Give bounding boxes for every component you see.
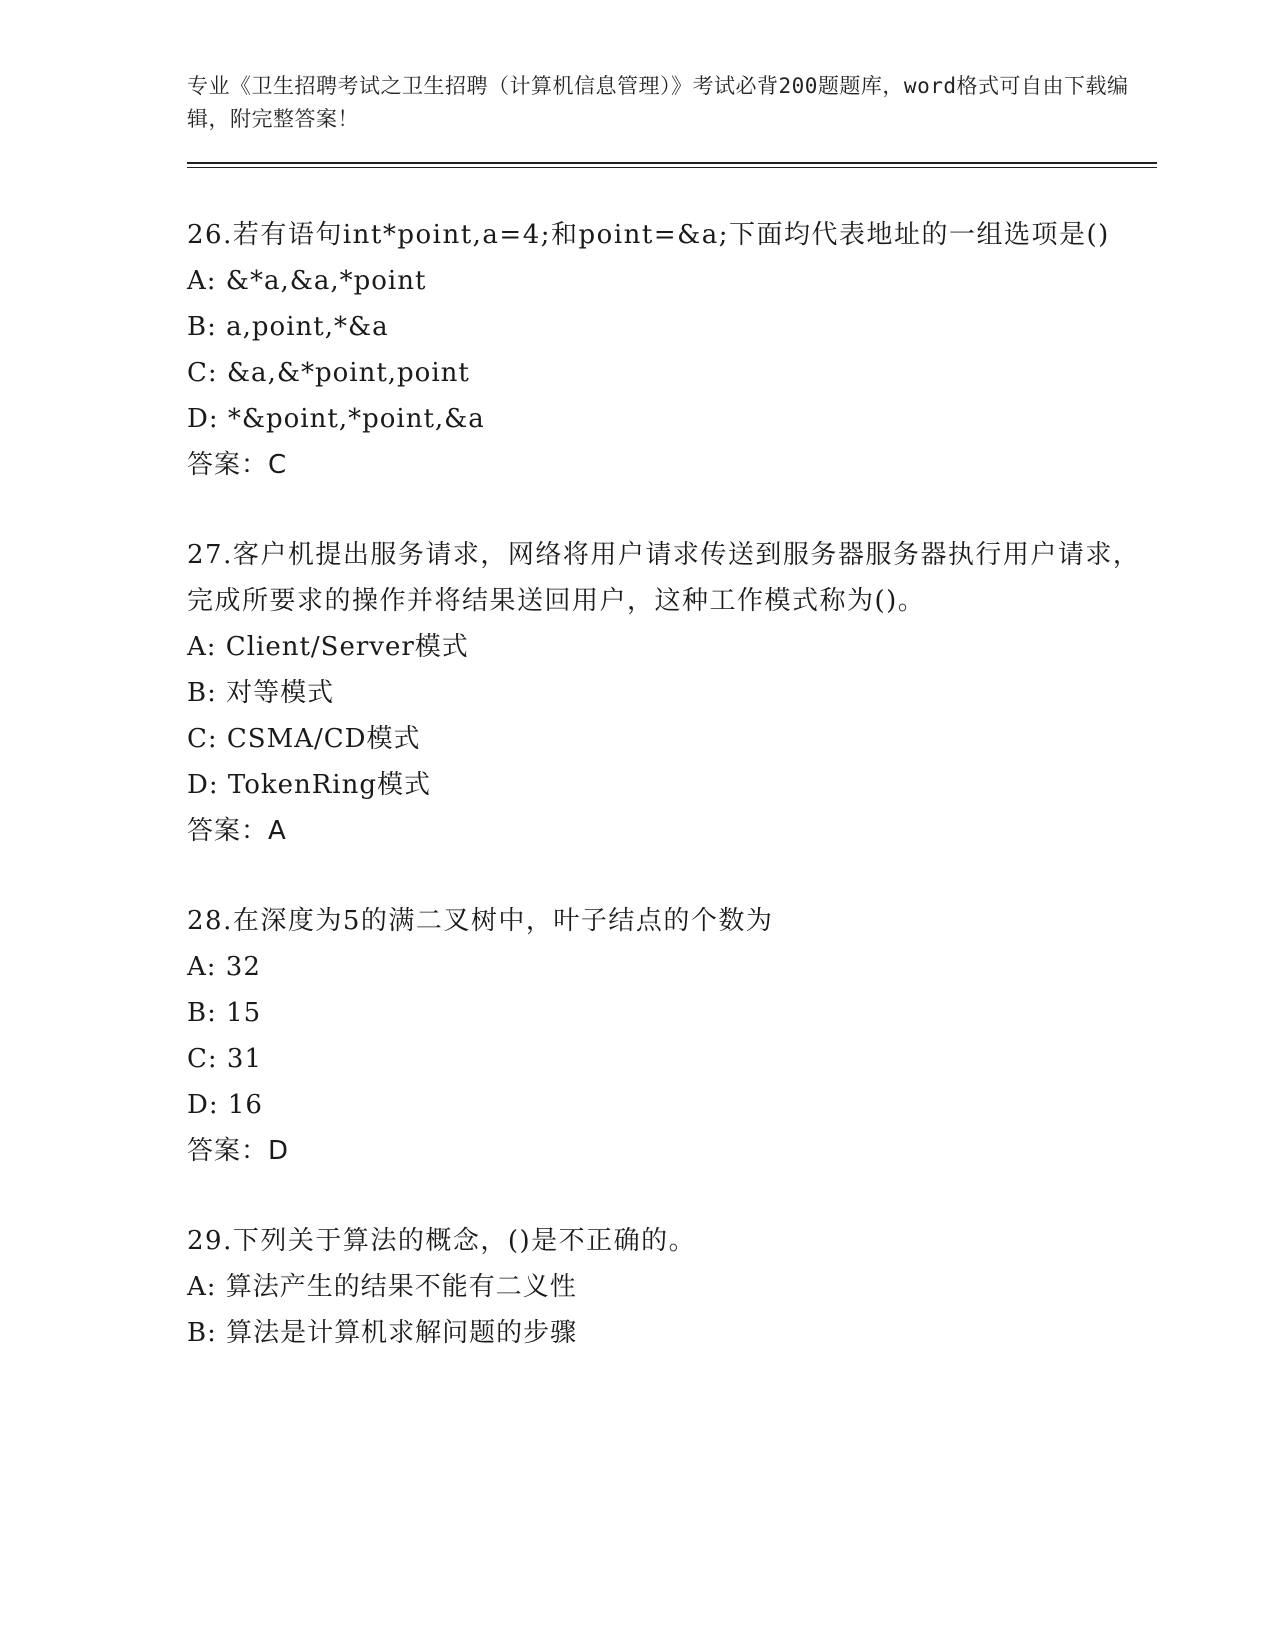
question-29 xyxy=(187,1218,1157,1356)
option-d: D: TokenRing模式 xyxy=(187,770,432,800)
option-a: A: &*a,&a,*point xyxy=(187,266,427,296)
header-divider xyxy=(187,162,1157,168)
option-a: A: 算法产生的结果不能有二义性 xyxy=(187,1272,577,1302)
question-stem: 29.下列关于算法的概念，()是不正确的。 xyxy=(187,1226,697,1256)
option-b: B: a,point,*&a xyxy=(187,312,389,342)
document-page xyxy=(187,70,1157,1356)
option-d: D: *&point,*point,&a xyxy=(187,404,485,434)
answer: 答案：A xyxy=(187,816,287,846)
question-27 xyxy=(187,532,1157,854)
option-c: C: 31 xyxy=(187,1044,263,1074)
option-b: B: 算法是计算机求解问题的步骤 xyxy=(187,1318,578,1348)
option-a: A: 32 xyxy=(187,952,261,982)
question-26 xyxy=(187,212,1157,488)
option-d: D: 16 xyxy=(187,1090,263,1120)
option-b: B: 对等模式 xyxy=(187,678,335,708)
question-stem: 27.客户机提出服务请求，网络将用户请求传送到服务器服务器执行用户请求，完成所要求的操作并将结果送回用户，这种工作模式称为()。 xyxy=(187,540,1141,616)
question-stem: 28.在深度为5的满二叉树中，叶子结点的个数为 xyxy=(187,906,774,936)
question-stem: 26.若有语句int*point,a=4;和point=&a;下面均代表地址的一组选项是() xyxy=(187,220,1110,250)
option-c: C: &a,&*point,point xyxy=(187,358,470,388)
option-b: B: 15 xyxy=(187,998,262,1028)
option-a: A: Client/Server模式 xyxy=(187,632,469,662)
option-c: C: CSMA/CD模式 xyxy=(187,724,421,754)
document-header: 专业《卫生招聘考试之卫生招聘（计算机信息管理）》考试必背200题题库，word格式可自由下载编辑，附完整答案！ xyxy=(187,74,1129,131)
question-28 xyxy=(187,898,1157,1174)
answer: 答案：C xyxy=(187,450,288,480)
answer: 答案：D xyxy=(187,1136,290,1166)
